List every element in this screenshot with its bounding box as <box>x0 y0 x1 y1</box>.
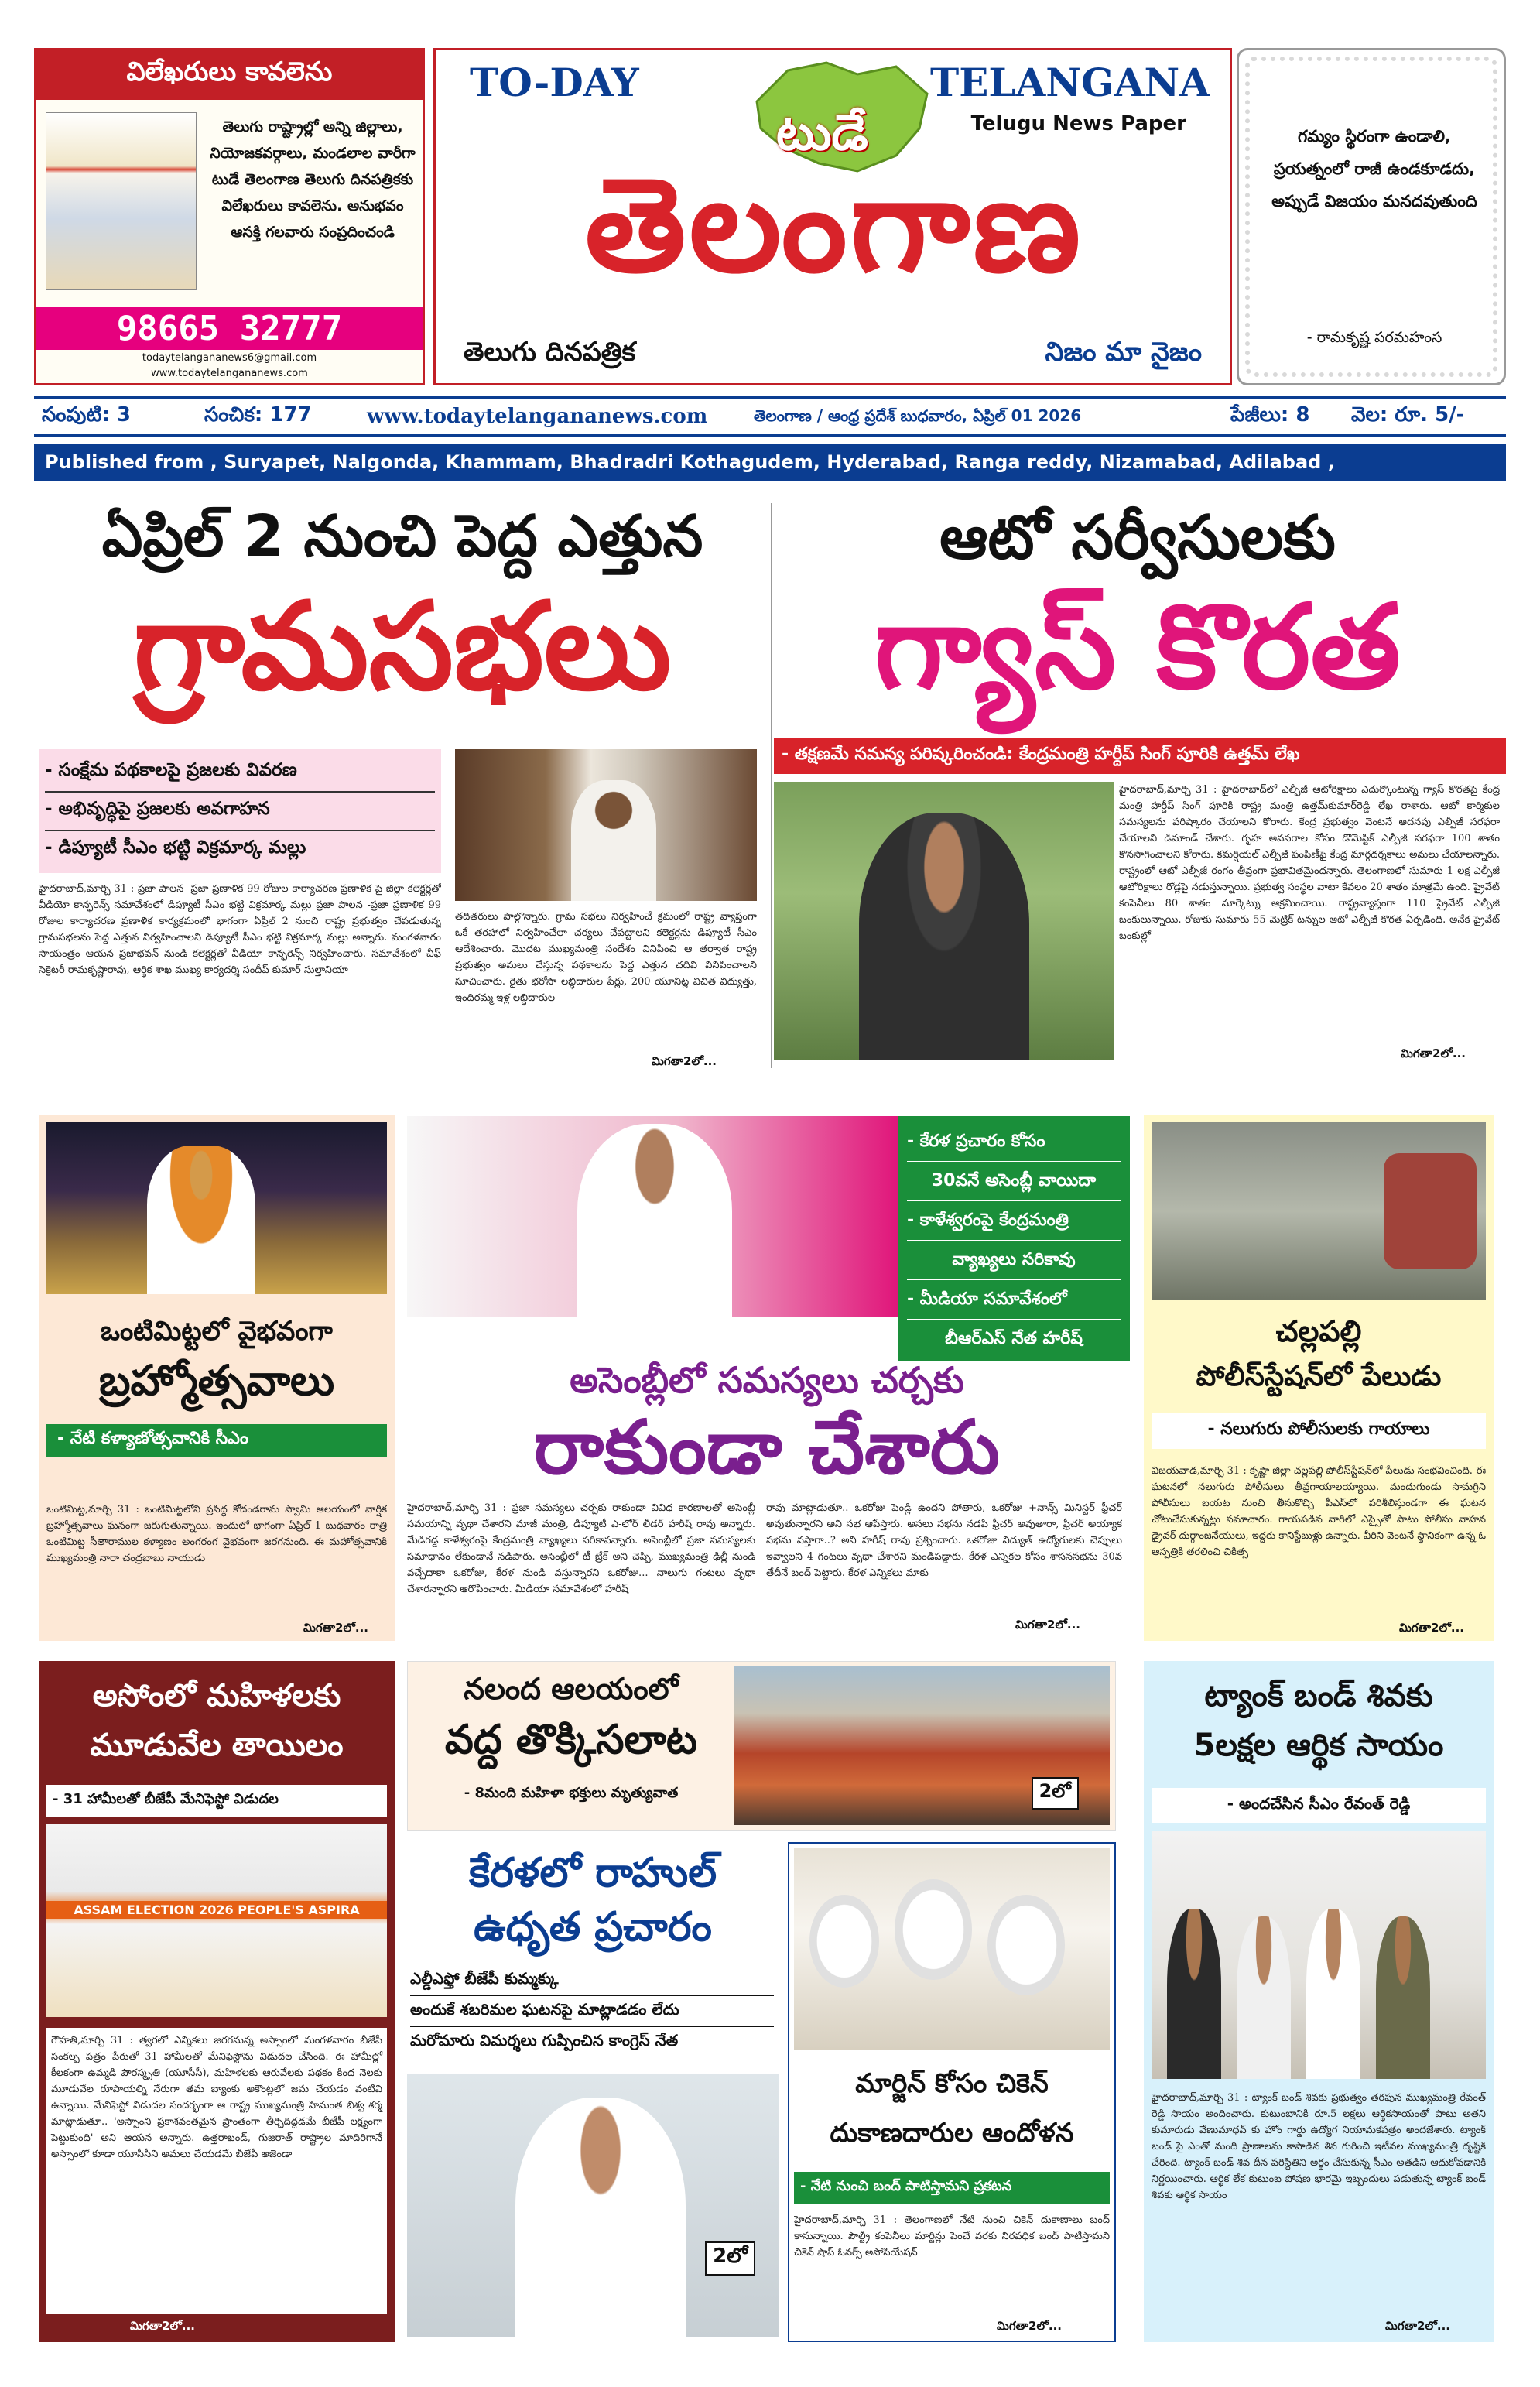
story6-line2: మూడువేల తాయిలం <box>90 1728 344 1763</box>
story5-bullet: - నలుగురు పోలీసులకు గాయాలు <box>1152 1413 1486 1449</box>
story8-photo-tag: 2లో <box>705 2241 755 2276</box>
story3-photo <box>46 1122 387 1294</box>
story1-body-right: తదితరులు పాల్గొన్నారు. గ్రామ సభలు నిర్వహించే క్రమంలో రాష్ట్ర వ్యాప్తంగా ఒకే తరహాలో నిర్వహించేలా చర్యలు చేపట్టాలని కలెక్టర్లను డిప్యూటీ సీఎం ఆదేశించారు. మొదట ముఖ్యమంత్రి సందేశం వినిపించి ఆ తర్వాత రాష్ట్ర ప్రభుత్వం అమలు చేస్తున్న పథకాలను పెద్ద ఎత్తున చదివి వినిపించాలని సూచించారు. రైతు భరోసా లబ్ధిదారుల పేర్లు, 200 యూనిట్ల విచిత విద్యుత్తు, ఇందిరమ్మ ఇళ్ల లబ్ధిదారుల <box>455 911 757 1004</box>
story4-bullet-2: 30వనే అసెంబ్లీ వాయిదా <box>907 1162 1121 1201</box>
story6-photo-banner: ASSAM ELECTION 2026 PEOPLE'S ASPIRA <box>46 1901 387 1919</box>
story10-continued: మిగతా2లో... <box>1385 2319 1450 2333</box>
story2-kicker: ఆటో సర్వీసులకు <box>939 503 1336 573</box>
pages: పేజీలు: 8 <box>1230 403 1310 426</box>
story4-bullet-1: - కేరళ ప్రచారం కోసం <box>907 1122 1121 1162</box>
story3-bar: - నేటి కళ్యాణోత్సవానికి సీఎం <box>46 1424 387 1457</box>
story7-photo-tag: 2లో <box>1032 1777 1079 1810</box>
story1-bullet-2: - అభివృద్ధిపై ప్రజలకు అవగాహన <box>45 793 435 831</box>
logo-main: తెలంగాణ <box>584 149 1084 301</box>
story4-photo <box>407 1116 899 1317</box>
story7-line1: నలంద ఆలయంలో <box>464 1672 679 1706</box>
volume: సంపుటి: 3 <box>42 403 131 426</box>
story7-line2: వద్ద తొక్కిసలాట <box>444 1717 698 1763</box>
story3-headline: బ్రహ్మోత్సవాలు <box>98 1356 335 1405</box>
price: వెల: రూ. 5/- <box>1351 403 1465 426</box>
website: www.todaytelangananews.com <box>367 405 708 428</box>
story9-bar: - నేటి నుంచి బంద్ పాటిస్తామని ప్రకటన <box>794 2172 1110 2204</box>
column-divider <box>771 503 772 1068</box>
story4-continued: మిగతా2లో... <box>1015 1618 1080 1632</box>
story5-headline: పోలీస్‌స్టేషన్‌లో పేలుడు <box>1196 1361 1442 1392</box>
story2-headline: గ్యాస్ కొరత <box>874 580 1401 715</box>
published-bar: Published from , Suryapet, Nalgonda, Khammam, Bhadradri Kothagudem, Hyderabad, Ranga reddy, Nizamabad, Adilabad , <box>34 444 1506 481</box>
ad-body: తెలుగు రాష్ట్రాల్లో అన్ని జిల్లాలు, నియోజకవర్గాలు, మండలాల వారీగా టుడే తెలంగాణ తెలుగు దినపత్రికకు విలేఖరులు కావలెను. అనుభవం ఆసక్తి గలవారు సంప్రదించండి <box>210 118 416 241</box>
story6-bullet: - 31 హామీలతో బీజేపీ మేనిఫెస్టో విడుదల <box>46 1785 387 1817</box>
story5-continued: మిగతా2లో... <box>1399 1621 1464 1635</box>
info-bar <box>34 396 1506 437</box>
quote-author: - రామకృష్ణ పరమహంస <box>1306 329 1442 346</box>
states-date: తెలంగాణ / ఆంధ్ర ప్రదేశ్ బుధవారం, ఏప్రిల్ 01 2026 <box>754 406 1082 425</box>
story10-line2: 5లక్షల ఆర్థిక సాయం <box>1193 1728 1444 1763</box>
story2-continued: మిగతా2లో... <box>1401 1046 1466 1060</box>
story6-continued: మిగతా2లో... <box>130 2319 195 2333</box>
story9-line1: మార్జిన్ కోసం చికెన్ <box>855 2068 1049 2099</box>
story1-continued: మిగతా2లో... <box>652 1054 717 1068</box>
story8-sub2: అందుకే శబరిమల ఘటనపై మాట్లాడడం లేదు <box>410 1997 774 2027</box>
story6-photo <box>46 1824 387 2017</box>
ad-phone: 98665 32777 <box>36 307 423 350</box>
story9-line2: దుకాణదారుల ఆందోళన <box>830 2118 1074 2149</box>
story9-continued: మిగతా2లో... <box>997 2319 1062 2333</box>
logo-small: టుడే <box>776 104 868 162</box>
story4-bullet-3: - కాళేశ్వరంపై కేంద్రమంత్రి <box>907 1201 1121 1241</box>
ad-email: todaytelangananews6@gmail.com <box>142 352 317 364</box>
story10-bullet: - అందచేసిన సీఎం రేవంత్ రెడ్డి <box>1152 1788 1486 1823</box>
story4-bullet-6: బీఆర్ఎస్ నేత హరీష్ <box>945 1329 1083 1348</box>
story1-kicker: ఏప్రిల్ 2 నుంచి పెద్ద ఎత్తున <box>101 503 703 570</box>
ad-title: విలేఖరులు కావలెను <box>36 50 423 100</box>
ad-website: www.todaytelangananews.com <box>151 368 308 379</box>
story4-headline: రాకుండా చేశారు <box>534 1404 1000 1491</box>
story4-line1: అసెంబ్లీలో సమస్యలు చర్చకు <box>570 1359 964 1401</box>
masthead-telangana: TELANGANA <box>930 60 1210 105</box>
story8-photo <box>407 2074 779 2337</box>
story4-body-right: రావు మాట్లాడుతూ.. ఒకరోజు పెండ్లి ఉందని పోతారు, ఒకరోజు +నాన్స్ మినిస్టర్ ఫ్రీచర్ అవుతున్నారని అని సభ ఆపేస్తారు. అసలు సభను నడపి ఫ్రీచర్ అవుతారా, ఫ్రీచర్ అయ్యాక సభను వస్తారా..? అని హరీష్ రావు ప్రశ్నించారు. ఒకరోజు విద్యుత్ ఉద్యోగులకు చెప్పులు ఇవ్వాలని 4 గంటలు వృథా చేశారని మండిపడ్డారు. కేరళ ఎన్నికల కోసం శాసనసభను 30వ తేదీనే బంద్ పెట్టారు. కేరళ ఎన్నికలు మాకు <box>766 1502 1122 1579</box>
tagline-right: నిజం మా నైజం <box>1045 337 1202 368</box>
story6-body: గౌహతి,మార్చి 31 : త్వరలో ఎన్నికలు జరగనున్న అస్సాంలో మంగళవారం బీజేపీ సంకల్ప పత్రం పేరుతో 31 హామీలతో మేనిఫెస్టోను విడుదల చేసింది. ఈ హామీల్లో కీలకంగా ఉమ్మడి పౌరస్మృతి (యూసీసీ), మహిళలకు ఆరువేలకు పథకం కింద నెలకు మూడువేల రూపాయల్ని నేరుగా తమ బ్యాంకు అకౌంట్లలో జమ చేయడం వంటివి ఉన్నాయి. మేనిఫెస్టో విడుదల సందర్భంగా ఆ రాష్ట్ర ముఖ్యమంత్రి హిమంత బిశ్వ శర్మ మాట్లాడుతూ.. 'అస్సాంని ప్రకాశవంతమైన ప్రాంతంగా తీర్చిదిద్దడమే బీజేపీ లక్ష్యంగా పెట్టుకుంది' అని ఆయన అన్నారు. ఉత్తరాఖండ్, గుజరాత్ రాష్ట్రాల మాదిరిగానే అస్సాంలో కూడా యూసీసీని అమలు చేయడమే బీజేపీ అజెండా <box>46 2028 387 2314</box>
story10-body: హైదరాబాద్,మార్చి 31 : ట్యాంక్ బండ్ శివకు ప్రభుత్వం తరఫున ముఖ్యమంత్రి రేవంత్ రెడ్డి సాయం అందించారు. కుటుంబానికి రూ.5 లక్షలు ఆర్థికసాయంతో పాటు అతని కుమారుడు వేణుమాధవ్ కు హోం గార్డు ఉద్యోగ నియామకపత్రం అందజేశారు. ట్యాంక్ బండ్ పై ఎంతో మంది ప్రాణాలను కాపాడిన శివ గురించి ఇటీవల ముఖ్యమంత్రి దృష్టికి చేరింది. ట్యాంక్ బండ్ శివ దీన పరిస్థితిని అర్థం చేసుకున్న సీఎం అతడిని ఆదుకోవడానికి నిర్ణయించారు. ఆర్థిక లేక కుటుంబ పోషణ భారమై ఇబ్బందులు పడుతున్న ట్యాంక్ బండ్ శివకు ఆర్థిక సాయం <box>1152 2092 1486 2201</box>
story7-bullet: - 8మంది మహిళా భక్తులు మృత్యువాత <box>464 1785 679 1801</box>
story1-photo <box>455 749 757 901</box>
story4-bullets <box>898 1116 1130 1361</box>
story5-photo <box>1152 1122 1486 1300</box>
story5-line1: చల్లపల్లి <box>1275 1314 1362 1348</box>
story2-body: హైదరాబాద్,మార్చి 31 : హైదరాబాద్‌లో ఎల్పీజీ ఆటోరిక్షాలు ఎదుర్కొంటున్న గ్యాస్ కొరతపై కేంద్ర మంత్రి హర్దీప్ సింగ్ పూరికి రాష్ట్ర మంత్రి ఉత్తమ్‌కుమార్‌రెడ్డి లేఖ రాశారు. ఆటో కార్మికుల సమస్యలను పరిష్కారం చేయాలని కోరారు. కేంద్ర ప్రభుత్వం వెంటనే అదనపు ఎల్పీజీ సరఫరా చేయాలని డిమాండ్ చేశారు. గృహ అవసరాల కోసం డొమెస్టిక్ ఎల్పీజీ సరఫరా 100 శాతం కొనసాగించాలని కోరారు. కమర్షియల్ ఎల్పీజీ పంపిణీపై కేంద్ర మార్గదర్శకాలు అమలు చేయాలన్నారు. రాష్ట్రంలో ఆటో ఎల్పీజీ రంగం తీవ్రంగా ప్రభావితమైందన్నారు. తెలంగాణలో సుమారు 1 లక్ష ఎల్పీజీ ఆటోరిక్షాలు రోడ్లపై నడుస్తున్నాయి. ప్రభుత్వ సంస్థల వాటా కేవలం 20 శాతం మాత్రమే ఉంది. ప్రైవేట్ కంపెనీలు 80 శాతం మార్కెట్ను ఆక్రమించాయి. రాష్ట్రవ్యాప్తంగా 110 ప్రైవేట్ ఎల్పీజీ బంకులున్నాయి. రోజుకు సుమారు 55 మెట్రిక్ టన్నుల ఆటో ఎల్పీజీ కొరత ఏర్పడింది. అనేక ప్రైవేట్ బంకుల్లో <box>1119 784 1500 942</box>
story1-body-left: హైదరాబాద్,మార్చి 31 : ప్రజా పాలన -ప్రజా ప్రణాళిక 99 రోజుల కార్యాచరణ ప్రణాళిక పై జిల్లా కలెక్టర్లతో వీడియో కాన్ఫరెన్స్ సమావేశంలో డిప్యూటీ సీఎం భట్టి విక్రమార్క మల్లు ప్రజా పాలన -ప్రజా ప్రణాళిక 99 రోజుల కార్యాచరణ ప్రణాళిక కార్యక్రమంలో భాగంగా ఏప్రిల్ 2 నుంచి రాష్ట్ర ప్రభుత్వం చేపడుతున్న గ్రామసభలను పెద్ద ఎత్తున నిర్వహించాలని డిప్యూటీ సీఎం భట్టి విక్రమార్క మల్లు అన్నారు. మంగళవారం సాయంత్రం ఆయన ప్రజాభవన్ నుండి కలెక్టర్లతో వీడియో కాన్ఫరెన్స్ నిర్వహించారు. సమావేశంలో చీఫ్ సెక్రెటరీ రామకృష్ణారావు, ఆర్థిక శాఖ ముఖ్య కార్యదర్శి సందీప్ కుమార్ సుల్తానియా <box>39 883 441 976</box>
story9-photo <box>794 1848 1110 2050</box>
story3-continued: మిగతా2లో... <box>303 1621 368 1635</box>
issue: సంచిక: 177 <box>204 403 312 426</box>
story4-body-left: హైదరాబాద్,మార్చి 31 : ప్రజా సమస్యలు చర్చకు రాకుండా వివిధ కారణాలతో అసెంబ్లీ సమయాన్ని వృథా చేశారని మాజీ మంత్రి, డిప్యూటీ ఎ-లోర్ లీడర్ హరీష్ రావు అన్నారు. మేడిగడ్డ కాళేశ్వరంపై కేంద్రమంత్రి వ్యాఖ్యలు సరికావన్నారు. అసెంబ్లీలో ప్రజా సమస్యలకు సమాధానం లేకుండానే నడిపారు. అసెంబ్లీలో టీ బ్రేక్ అని చెప్పి, ముఖ్యమంత్రి ఢిల్లీ నుండి వచ్చేదాకా ఒకరోజు, కేరళ నుండి వస్తున్నారని ఒకరోజు... నాలుగు గంటలు వృథా చేశారన్నారని ఆరోపించారు. మీడియా సమావేశంలో హరీష్ <box>407 1502 755 1595</box>
story1-bullet-1: - సంక్షేమ పథకాలపై ప్రజలకు వివరణ <box>45 754 435 793</box>
story5-body: విజయవాడ,మార్చి 31 : కృష్ణా జిల్లా చల్లపల్లి పోలీస్‌స్టేషన్‌లో పేలుడు సంభవించింది. ఈ ఘటనలో నలుగురు పోలీసులు తీవ్రగాయాలయ్యాయి. మందుగుండు సామగ్రిని పోలీసులు బయట నుంచి తీసుకొచ్చి పీఎస్‌లో పరిశీలిస్తుండగా ఈ ఘటన చోటుచేసుకున్నట్లు సమాచారం. గాయపడిన వారిలో ఎస్సైతో పాటు పోలీసు వాహన డ్రైవర్ దుర్గాంజనేయులు, ఇద్దరు కానిస్టేబుళ్లు ఉన్నారు. వీరిని వెంటనే స్థానికంగా ఉన్న ఓ ఆస్పత్రికి తరలించి చికిత్స <box>1152 1465 1486 1558</box>
story8-sub1: ఎల్డీఎఫ్తో బీజేపీ కుమ్మక్కు <box>410 1966 774 1996</box>
story4-bullet-4: వ్యాఖ్యలు సరికావు <box>907 1241 1121 1280</box>
story10-line1: ట్యాంక్ బండ్ శివకు <box>1204 1678 1433 1714</box>
masthead-paper-type: Telugu News Paper <box>970 112 1186 135</box>
story4-bullet-5: - మీడియా సమావేశంలో <box>907 1280 1121 1320</box>
story2-photo <box>774 782 1114 1060</box>
masthead-today: TO-DAY <box>470 60 639 105</box>
tagline-left: తెలుగు దినపత్రిక <box>464 337 636 368</box>
quote-box <box>1237 48 1506 385</box>
newspaper-thumbnail <box>46 112 197 290</box>
story2-subhead: - తక్షణమే సమస్య పరిష్కరించండి: కేంద్రమంత్రి హర్దీప్ సింగ్ పూరికి ఉత్తమ్ లేఖ <box>774 738 1506 774</box>
story1-bullet-3: - డిప్యూటీ సీఎం భట్టి విక్రమార్క మల్లు <box>45 837 306 858</box>
story10-photo <box>1152 1831 1486 2079</box>
story9-body: హైదరాబాద్,మార్చి 31 : తెలంగాణలో నేటి నుంచి చికెన్ దుకాణాలు బంద్ కానున్నాయి. పౌల్ట్రీ కంపెనీలు మార్జిన్లు పెంచే వరకు నిరవధిక బంద్ పాటిస్తామని చికెన్ షాప్ ఓనర్స్ అసోసియేషన్ <box>794 2214 1110 2259</box>
story8-sub3: మరోమారు విమర్శలు గుప్పించిన కాంగ్రెస్ నేత <box>410 2031 679 2050</box>
left-ad <box>34 48 425 385</box>
story1-bullets <box>39 749 441 873</box>
story6-line1: అసోంలో మహిళలకు <box>92 1678 341 1714</box>
story3-line1: ఒంటిమిట్టలో వైభవంగా <box>101 1316 333 1347</box>
story3-body: ఒంటిమిట్ట,మార్చి 31 : ఒంటిమిట్టలోని ప్రసిద్ధ కోదండరామ స్వామి ఆలయంలో వార్షిక బ్రహ్మోత్సవాలు ఘనంగా జరుగుతున్నాయి. ఇందులో భాగంగా ఏప్రిల్ 1 బుధవారం రాత్రి ఒంటిమిట్ట సీతారాముల కళ్యాణం అంగరంగ వైభవంగా జరగనుంది. ఈ మహోత్సవానికి ముఖ్యమంత్రి నారా చంద్రబాబు నాయుడు <box>46 1504 387 1564</box>
story8-line1: కేరళలో రాహుల్ <box>468 1850 717 1896</box>
story8-line2: ఉధృత ప్రచారం <box>474 1904 712 1950</box>
story1-headline: గ్రామసభలు <box>133 576 672 717</box>
masthead <box>433 48 1232 385</box>
story7-photo <box>734 1666 1110 1825</box>
quote-text: గమ్యం స్థిరంగా ఉండాలి, ప్రయత్నంలో రాజీ ఉండకూడదు, అప్పుడే విజయం మనదవుతుంది <box>1271 127 1477 211</box>
